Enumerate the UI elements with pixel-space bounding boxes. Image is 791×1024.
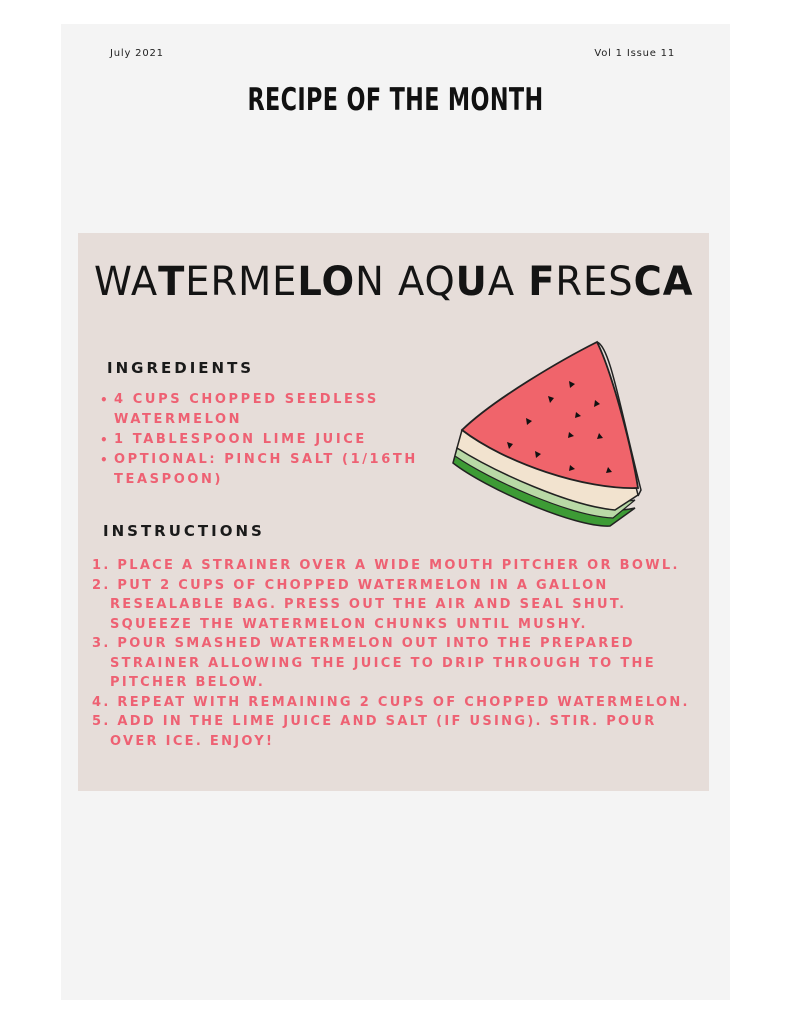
recipe-title-part: F bbox=[528, 259, 556, 305]
instruction-step: 1. PLACE A STRAINER OVER A WIDE MOUTH PITCHER OR BOWL. bbox=[92, 558, 680, 573]
ingredients-heading: INGREDIENTS bbox=[107, 359, 255, 377]
page-title: RECIPE OF THE MONTH bbox=[247, 82, 544, 118]
issue-date: July 2021 bbox=[110, 48, 164, 59]
ingredient-item: • 4 CUPS CHOPPED SEEDLESS WATERMELON bbox=[100, 390, 420, 430]
recipe-title-part: U bbox=[455, 259, 488, 305]
watermelon-slice-icon bbox=[445, 338, 645, 543]
recipe-title-part: WA bbox=[94, 259, 159, 305]
recipe-title-part: CA bbox=[633, 259, 694, 305]
recipe-title-part: N AQ bbox=[355, 259, 456, 305]
recipe-title-part: RES bbox=[555, 259, 634, 305]
recipe-title-part: L bbox=[297, 259, 322, 305]
issue-number: Vol 1 Issue 11 bbox=[594, 48, 675, 59]
instruction-step: 4. REPEAT WITH REMAINING 2 CUPS OF CHOPPED WATERMELON. bbox=[92, 694, 690, 710]
ingredient-item: • OPTIONAL: PINCH SALT (1/16TH TEASPOON) bbox=[100, 450, 420, 490]
instruction-step: 2. PUT 2 CUPS OF CHOPPED WATERMELON IN A GALLON RESEALABLE BAG. PRESS OUT THE AIR AND SEAL SHUT. SQUEEZE THE WATERMELON CHUNKS UNTIL MUSHY. bbox=[92, 577, 627, 632]
recipe-title-part: T bbox=[158, 259, 186, 305]
ingredients-list bbox=[100, 390, 420, 490]
recipe-title-part: A bbox=[487, 259, 529, 305]
ingredient-item: • 1 TABLESPOON LIME JUICE bbox=[100, 430, 420, 450]
instructions-list bbox=[92, 556, 697, 751]
recipe-title-part: ERME bbox=[185, 259, 298, 305]
recipe-card bbox=[78, 233, 709, 791]
recipe-title bbox=[94, 259, 693, 305]
recipe-title-part: O bbox=[321, 259, 356, 305]
instruction-step: 5. ADD IN THE LIME JUICE AND SALT (IF USING). STIR. POUR OVER ICE. ENJOY! bbox=[92, 714, 657, 749]
instruction-step: 3. POUR SMASHED WATERMELON OUT INTO THE PREPARED STRAINER ALLOWING THE JUICE TO DRIP THROUGH TO THE PITCHER BELOW. bbox=[92, 636, 656, 690]
instructions-heading: INSTRUCTIONS bbox=[103, 522, 265, 540]
